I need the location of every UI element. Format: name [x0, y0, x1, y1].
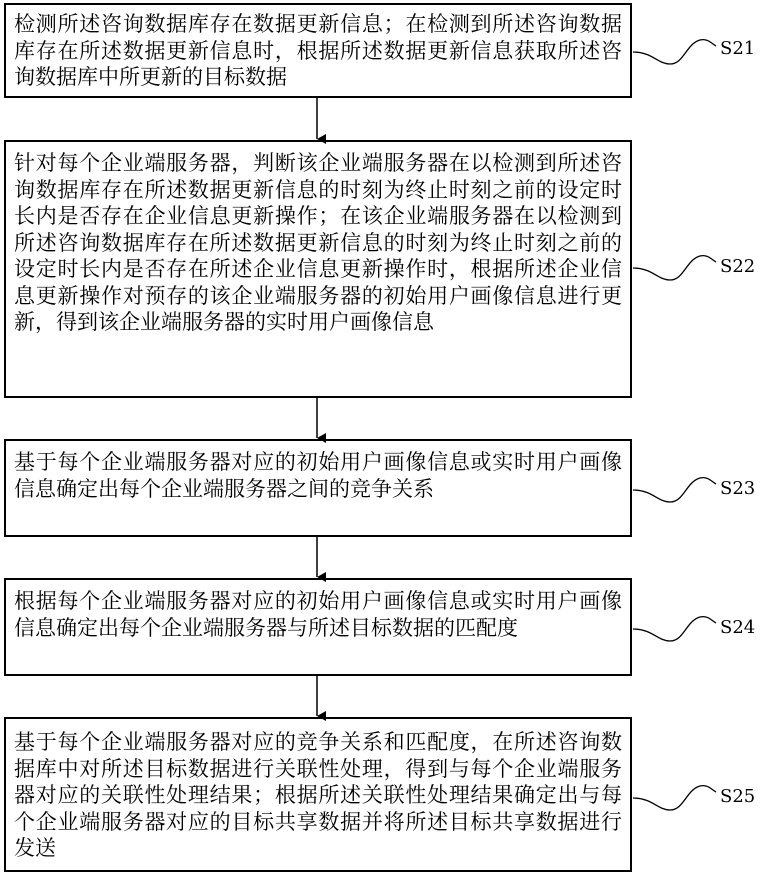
step-text-s23: 基于每个企业端服务器对应的初始用户画像信息或实时用户画像信息确定出每个企业端服务器之间的竞争关系	[14, 450, 622, 501]
step-text-s22: 针对每个企业端服务器，判断该企业端服务器在以检测到所述咨询数据库存在所述数据更新信息的时刻为终止时刻之前的设定时长内是否存在企业信息更新操作；在该企业端服务器在以检测到所述咨询数据库存在所述数据更新信息的时刻为终止时刻之前的设定时长内是否存在所述企业信息更新操作时，根据所述企业信息更新操作对预存的该企业端服务器的初始用户画像信息进行更新，得到该企业端服务器的实时用户画像信息	[14, 151, 622, 334]
step-label-s23: S23	[720, 478, 756, 499]
step-text-s25: 基于每个企业端服务器对应的竞争关系和匹配度，在所述咨询数据库中对所述目标数据进行关联性处理，得到与每个企业端服务器对应的关联性处理结果；根据所述关联性处理结果确定出与每个企业端服务器对应的目标共享数据并将所述目标共享数据进行发送	[14, 730, 622, 860]
leader-s21	[633, 40, 716, 64]
step-text-s24: 根据每个企业端服务器对应的初始用户画像信息或实时用户画像信息确定出每个企业端服务器与所述目标数据的匹配度	[14, 589, 622, 640]
step-label-s22: S22	[720, 256, 756, 277]
leader-s23	[633, 478, 716, 502]
step-text-s21: 检测所述咨询数据库存在数据更新信息；在检测到所述咨询数据库存在所述数据更新信息时，根据所述数据更新信息获取所述咨询数据库中所更新的目标数据	[14, 12, 622, 89]
leader-s22	[633, 256, 716, 280]
step-label-s25: S25	[720, 786, 756, 807]
step-label-s21: S21	[720, 38, 756, 59]
leader-s25	[633, 786, 716, 810]
step-label-s24: S24	[720, 617, 756, 638]
leader-s24	[633, 617, 716, 641]
